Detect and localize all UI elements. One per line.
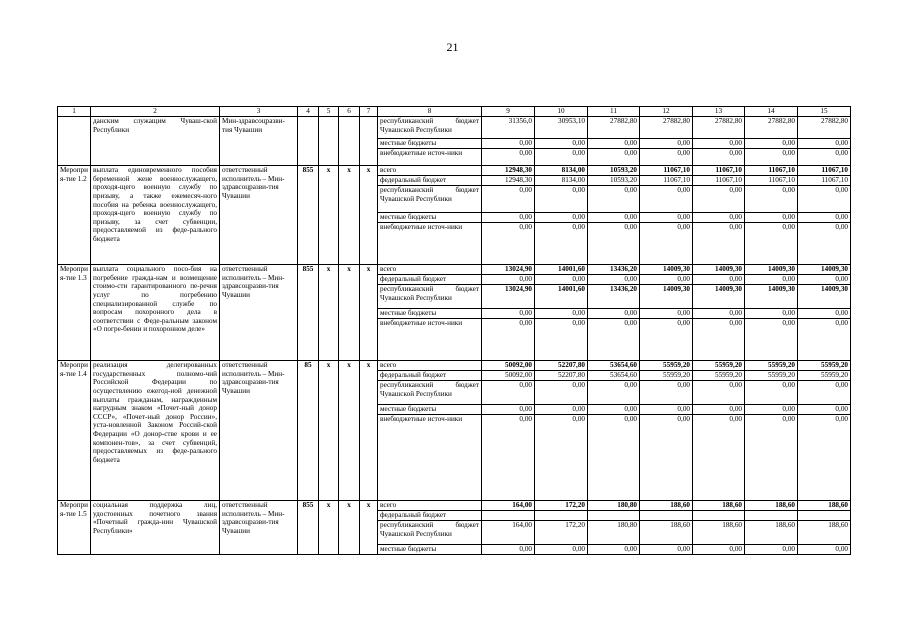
- measure-executor: Мин-здравсоцразви-тия Чувашии: [220, 117, 298, 166]
- value-cell: 0,00: [693, 275, 745, 285]
- value-cell: 0,00: [640, 149, 693, 166]
- value-cell: 0,00: [693, 149, 745, 166]
- value-cell: 0,00: [588, 139, 640, 149]
- value-cell: 27882,80: [745, 117, 798, 139]
- value-cell: 0,00: [745, 415, 798, 501]
- value-cell: [588, 511, 640, 521]
- value-cell: 53654,60: [588, 371, 640, 381]
- column-header: 5: [319, 107, 339, 117]
- funding-source: всего: [378, 166, 482, 176]
- measure-id: Мероприя-тие 1.2: [58, 166, 91, 265]
- code-cell: [360, 117, 378, 166]
- value-cell: 27882,80: [693, 117, 745, 139]
- value-cell: 0,00: [640, 545, 693, 555]
- value-cell: 0,00: [535, 381, 588, 405]
- value-cell: 55959,20: [640, 371, 693, 381]
- measure-description: реализация делегированных государственных полномо-чий Российской Федерации по осуществлению ежегод-ной денежной выплаты гражданам, награжденным нагрудным знаком «Почет-ный донор СССР», «Почет-ный донор России», уста-новленной Законом Россий-ской Федерации «О донор-стве крови и ее компонен-тов», за счет субвенций, предоставляемых из феде-рального бюджета: [91, 361, 220, 501]
- value-cell: 0,00: [693, 545, 745, 555]
- value-cell: 14009,30: [798, 265, 851, 275]
- value-cell: 0,00: [535, 186, 588, 213]
- value-cell: [535, 511, 588, 521]
- funding-source: федеральный бюджет: [378, 511, 482, 521]
- value-cell: 0,00: [693, 223, 745, 265]
- value-cell: 0,00: [588, 309, 640, 319]
- value-cell: 52207,80: [535, 361, 588, 371]
- value-cell: 0,00: [588, 405, 640, 415]
- measure-id: Мероприя-тие 1.4: [58, 361, 91, 501]
- value-cell: 0,00: [535, 213, 588, 223]
- code-cell: х: [319, 265, 339, 361]
- value-cell: 11067,10: [693, 176, 745, 186]
- column-header: 8: [378, 107, 482, 117]
- value-cell: 180,80: [588, 501, 640, 511]
- column-header: 1: [58, 107, 91, 117]
- value-cell: 0,00: [693, 213, 745, 223]
- value-cell: 10593,20: [588, 166, 640, 176]
- funding-source: местные бюджеты: [378, 405, 482, 415]
- value-cell: 52207,80: [535, 371, 588, 381]
- measure-executor: ответственный исполнитель – Мин-здравсоцразви-тия Чувашии: [220, 361, 298, 501]
- value-cell: 13024,90: [482, 285, 535, 309]
- value-cell: 0,00: [482, 223, 535, 265]
- value-cell: 0,00: [535, 309, 588, 319]
- value-cell: 31356,0: [482, 117, 535, 139]
- value-cell: 13436,20: [588, 265, 640, 275]
- measure-executor: ответственный исполнитель – Мин-здравсоцразви-тия Чувашии: [220, 166, 298, 265]
- funding-source: республиканский бюджет Чувашской Республики: [378, 381, 482, 405]
- value-cell: 0,00: [588, 545, 640, 555]
- column-header: 13: [693, 107, 745, 117]
- column-header: 2: [91, 107, 220, 117]
- code-cell: х: [319, 166, 339, 265]
- value-cell: 55959,20: [693, 371, 745, 381]
- code-cell: х: [339, 361, 360, 501]
- funding-source: местные бюджеты: [378, 213, 482, 223]
- value-cell: 11067,10: [798, 176, 851, 186]
- value-cell: 11067,10: [745, 176, 798, 186]
- value-cell: 172,20: [535, 501, 588, 511]
- value-cell: 14009,30: [693, 265, 745, 275]
- measure-description: данским служащим Чуваш-ской Республики: [91, 117, 220, 166]
- value-cell: 0,00: [640, 275, 693, 285]
- funding-source: республиканский бюджет Чувашской Республики: [378, 285, 482, 309]
- table-row: [58, 117, 851, 139]
- funding-source: местные бюджеты: [378, 309, 482, 319]
- value-cell: 0,00: [798, 405, 851, 415]
- code-cell: [298, 117, 319, 166]
- value-cell: 0,00: [640, 309, 693, 319]
- funding-source: республиканский бюджет Чувашской Республики: [378, 186, 482, 213]
- column-header: 12: [640, 107, 693, 117]
- value-cell: 14009,30: [693, 285, 745, 309]
- value-cell: 0,00: [535, 139, 588, 149]
- value-cell: 50092,00: [482, 371, 535, 381]
- value-cell: 0,00: [535, 149, 588, 166]
- value-cell: 12948,30: [482, 176, 535, 186]
- value-cell: 0,00: [640, 319, 693, 361]
- value-cell: 13024,90: [482, 265, 535, 275]
- value-cell: 0,00: [640, 381, 693, 405]
- value-cell: 0,00: [482, 149, 535, 166]
- code-cell: 855: [298, 265, 319, 361]
- value-cell: 0,00: [482, 415, 535, 501]
- value-cell: 0,00: [535, 275, 588, 285]
- value-cell: 0,00: [798, 415, 851, 501]
- value-cell: 27882,80: [640, 117, 693, 139]
- value-cell: 0,00: [798, 149, 851, 166]
- column-header: 3: [220, 107, 298, 117]
- code-cell: 855: [298, 166, 319, 265]
- column-header: 15: [798, 107, 851, 117]
- code-cell: [319, 117, 339, 166]
- column-header: 14: [745, 107, 798, 117]
- code-cell: х: [360, 166, 378, 265]
- value-cell: 0,00: [482, 405, 535, 415]
- funding-source: всего: [378, 265, 482, 275]
- value-cell: 188,60: [640, 501, 693, 511]
- value-cell: 12948,30: [482, 166, 535, 176]
- value-cell: 0,00: [693, 139, 745, 149]
- value-cell: 0,00: [745, 213, 798, 223]
- table-row: [58, 501, 851, 511]
- value-cell: 27882,80: [798, 117, 851, 139]
- value-cell: 0,00: [745, 139, 798, 149]
- measure-executor: ответственный исполнитель – Мин-здравсоцразви-тия Чувашии: [220, 265, 298, 361]
- value-cell: 0,00: [798, 381, 851, 405]
- funding-source: федеральный бюджет: [378, 371, 482, 381]
- value-cell: 0,00: [588, 275, 640, 285]
- value-cell: 0,00: [798, 309, 851, 319]
- value-cell: 8134,00: [535, 176, 588, 186]
- value-cell: 11067,10: [640, 166, 693, 176]
- value-cell: 14009,30: [745, 265, 798, 275]
- code-cell: х: [339, 265, 360, 361]
- value-cell: 0,00: [745, 381, 798, 405]
- value-cell: 0,00: [588, 186, 640, 213]
- value-cell: 10593,20: [588, 176, 640, 186]
- value-cell: 11067,10: [640, 176, 693, 186]
- value-cell: 188,60: [798, 501, 851, 511]
- value-cell: 0,00: [798, 139, 851, 149]
- budget-table: [57, 106, 851, 555]
- value-cell: 8134,00: [535, 166, 588, 176]
- value-cell: 0,00: [745, 319, 798, 361]
- funding-source: местные бюджеты: [378, 545, 482, 555]
- value-cell: 0,00: [693, 186, 745, 213]
- column-header: 6: [339, 107, 360, 117]
- value-cell: 14009,30: [640, 285, 693, 309]
- value-cell: [693, 511, 745, 521]
- value-cell: 0,00: [798, 186, 851, 213]
- funding-source: внебюджетные источ-ники: [378, 319, 482, 361]
- measure-id-cell: [58, 117, 91, 166]
- table-row: [58, 361, 851, 371]
- header-row: [58, 107, 851, 117]
- value-cell: 0,00: [588, 149, 640, 166]
- value-cell: 180,80: [588, 521, 640, 545]
- column-header: 7: [360, 107, 378, 117]
- value-cell: 164,00: [482, 521, 535, 545]
- funding-source: всего: [378, 501, 482, 511]
- value-cell: 0,00: [482, 545, 535, 555]
- value-cell: 55959,20: [693, 361, 745, 371]
- measure-id: Мероприя-тие 1.3: [58, 265, 91, 361]
- value-cell: 50092,00: [482, 361, 535, 371]
- value-cell: 14009,30: [640, 265, 693, 275]
- value-cell: 0,00: [693, 319, 745, 361]
- value-cell: [640, 511, 693, 521]
- value-cell: 188,60: [640, 521, 693, 545]
- value-cell: 188,60: [693, 521, 745, 545]
- code-cell: х: [360, 361, 378, 501]
- value-cell: 0,00: [745, 545, 798, 555]
- funding-source: федеральный бюджет: [378, 275, 482, 285]
- funding-source: республиканский бюджет Чувашской Республики: [378, 117, 482, 139]
- value-cell: 14001,60: [535, 285, 588, 309]
- value-cell: 27882,80: [588, 117, 640, 139]
- value-cell: 30953,10: [535, 117, 588, 139]
- value-cell: 0,00: [535, 545, 588, 555]
- value-cell: 0,00: [745, 309, 798, 319]
- code-cell: х: [319, 501, 339, 555]
- value-cell: 0,00: [588, 415, 640, 501]
- value-cell: 55959,20: [640, 361, 693, 371]
- value-cell: 0,00: [745, 275, 798, 285]
- value-cell: 55959,20: [745, 371, 798, 381]
- value-cell: 0,00: [640, 415, 693, 501]
- funding-source: федеральный бюджет: [378, 176, 482, 186]
- value-cell: 55959,20: [798, 371, 851, 381]
- value-cell: 188,60: [693, 501, 745, 511]
- value-cell: 0,00: [745, 223, 798, 265]
- measure-description: выплата социального посо-бия на погребение гражда-нам и возмещение стоимо-сти гарантированного пе-речня услуг по погребению специализированной службе по вопросам похоронного дела в соответствии с Феде-ральным законом «О погре-бении и похоронном деле»: [91, 265, 220, 361]
- code-cell: 85: [298, 361, 319, 501]
- value-cell: 0,00: [640, 223, 693, 265]
- value-cell: 0,00: [482, 186, 535, 213]
- value-cell: 0,00: [640, 213, 693, 223]
- value-cell: 0,00: [482, 213, 535, 223]
- table-row: [58, 166, 851, 176]
- value-cell: 55959,20: [798, 361, 851, 371]
- page-number: 21: [446, 40, 459, 54]
- value-cell: 188,60: [745, 501, 798, 511]
- code-cell: х: [339, 501, 360, 555]
- value-cell: 13436,20: [588, 285, 640, 309]
- funding-source: всего: [378, 361, 482, 371]
- value-cell: 14001,60: [535, 265, 588, 275]
- value-cell: 0,00: [693, 405, 745, 415]
- code-cell: х: [339, 166, 360, 265]
- funding-source: внебюджетные источ-ники: [378, 415, 482, 501]
- code-cell: х: [360, 265, 378, 361]
- funding-source: республиканский бюджет Чувашской Республики: [378, 521, 482, 545]
- value-cell: 14009,30: [745, 285, 798, 309]
- funding-source: внебюджетные источ-ники: [378, 223, 482, 265]
- value-cell: [798, 511, 851, 521]
- value-cell: 0,00: [693, 309, 745, 319]
- measure-id: Мероприя-тие 1.5: [58, 501, 91, 555]
- code-cell: [339, 117, 360, 166]
- value-cell: 172,20: [535, 521, 588, 545]
- column-header: 11: [588, 107, 640, 117]
- value-cell: 0,00: [798, 275, 851, 285]
- value-cell: 188,60: [798, 521, 851, 545]
- column-header: 4: [298, 107, 319, 117]
- value-cell: 0,00: [798, 223, 851, 265]
- value-cell: 0,00: [588, 381, 640, 405]
- value-cell: 11067,10: [798, 166, 851, 176]
- value-cell: 0,00: [535, 405, 588, 415]
- value-cell: 0,00: [482, 275, 535, 285]
- code-cell: 855: [298, 501, 319, 555]
- code-cell: х: [360, 501, 378, 555]
- measure-description: социальная поддержка лиц, удостоенных почетного звания «Почетный гражда-нин Чувашской Республики»: [91, 501, 220, 555]
- code-cell: х: [319, 361, 339, 501]
- value-cell: 0,00: [588, 213, 640, 223]
- value-cell: [482, 511, 535, 521]
- value-cell: 0,00: [482, 381, 535, 405]
- funding-source: местные бюджеты: [378, 139, 482, 149]
- column-header: 10: [535, 107, 588, 117]
- value-cell: 0,00: [588, 223, 640, 265]
- value-cell: 164,00: [482, 501, 535, 511]
- value-cell: 0,00: [640, 405, 693, 415]
- value-cell: 11067,10: [693, 166, 745, 176]
- value-cell: 53654,60: [588, 361, 640, 371]
- table-row: [58, 265, 851, 275]
- value-cell: 11067,10: [745, 166, 798, 176]
- value-cell: 0,00: [745, 405, 798, 415]
- value-cell: 14009,30: [798, 285, 851, 309]
- value-cell: 0,00: [798, 213, 851, 223]
- value-cell: 0,00: [535, 415, 588, 501]
- funding-source: внебюджетные источ-ники: [378, 149, 482, 166]
- value-cell: 0,00: [482, 139, 535, 149]
- column-header: 9: [482, 107, 535, 117]
- value-cell: 0,00: [745, 149, 798, 166]
- value-cell: 0,00: [798, 319, 851, 361]
- value-cell: [745, 511, 798, 521]
- value-cell: 188,60: [745, 521, 798, 545]
- value-cell: 0,00: [693, 381, 745, 405]
- measure-description: выплата единовременного пособия беременной жене военнослужащего, проходя-щего военную службу по призыву, а также ежемесяч-ного пособия на ребенка военнослужащего, проходя-щего военную службу по призыву, за счет субвенции, предоставляемой из феде-рального бюджета: [91, 166, 220, 265]
- value-cell: 0,00: [640, 139, 693, 149]
- value-cell: 0,00: [482, 309, 535, 319]
- value-cell: 0,00: [745, 186, 798, 213]
- measure-executor: ответственный исполнитель – Мин-здравсоцразви-тия Чувашии: [220, 501, 298, 555]
- value-cell: 0,00: [693, 415, 745, 501]
- value-cell: 0,00: [640, 186, 693, 213]
- value-cell: 0,00: [535, 223, 588, 265]
- value-cell: 0,00: [588, 319, 640, 361]
- value-cell: 0,00: [798, 545, 851, 555]
- value-cell: 0,00: [482, 319, 535, 361]
- value-cell: 0,00: [535, 319, 588, 361]
- value-cell: 55959,20: [745, 361, 798, 371]
